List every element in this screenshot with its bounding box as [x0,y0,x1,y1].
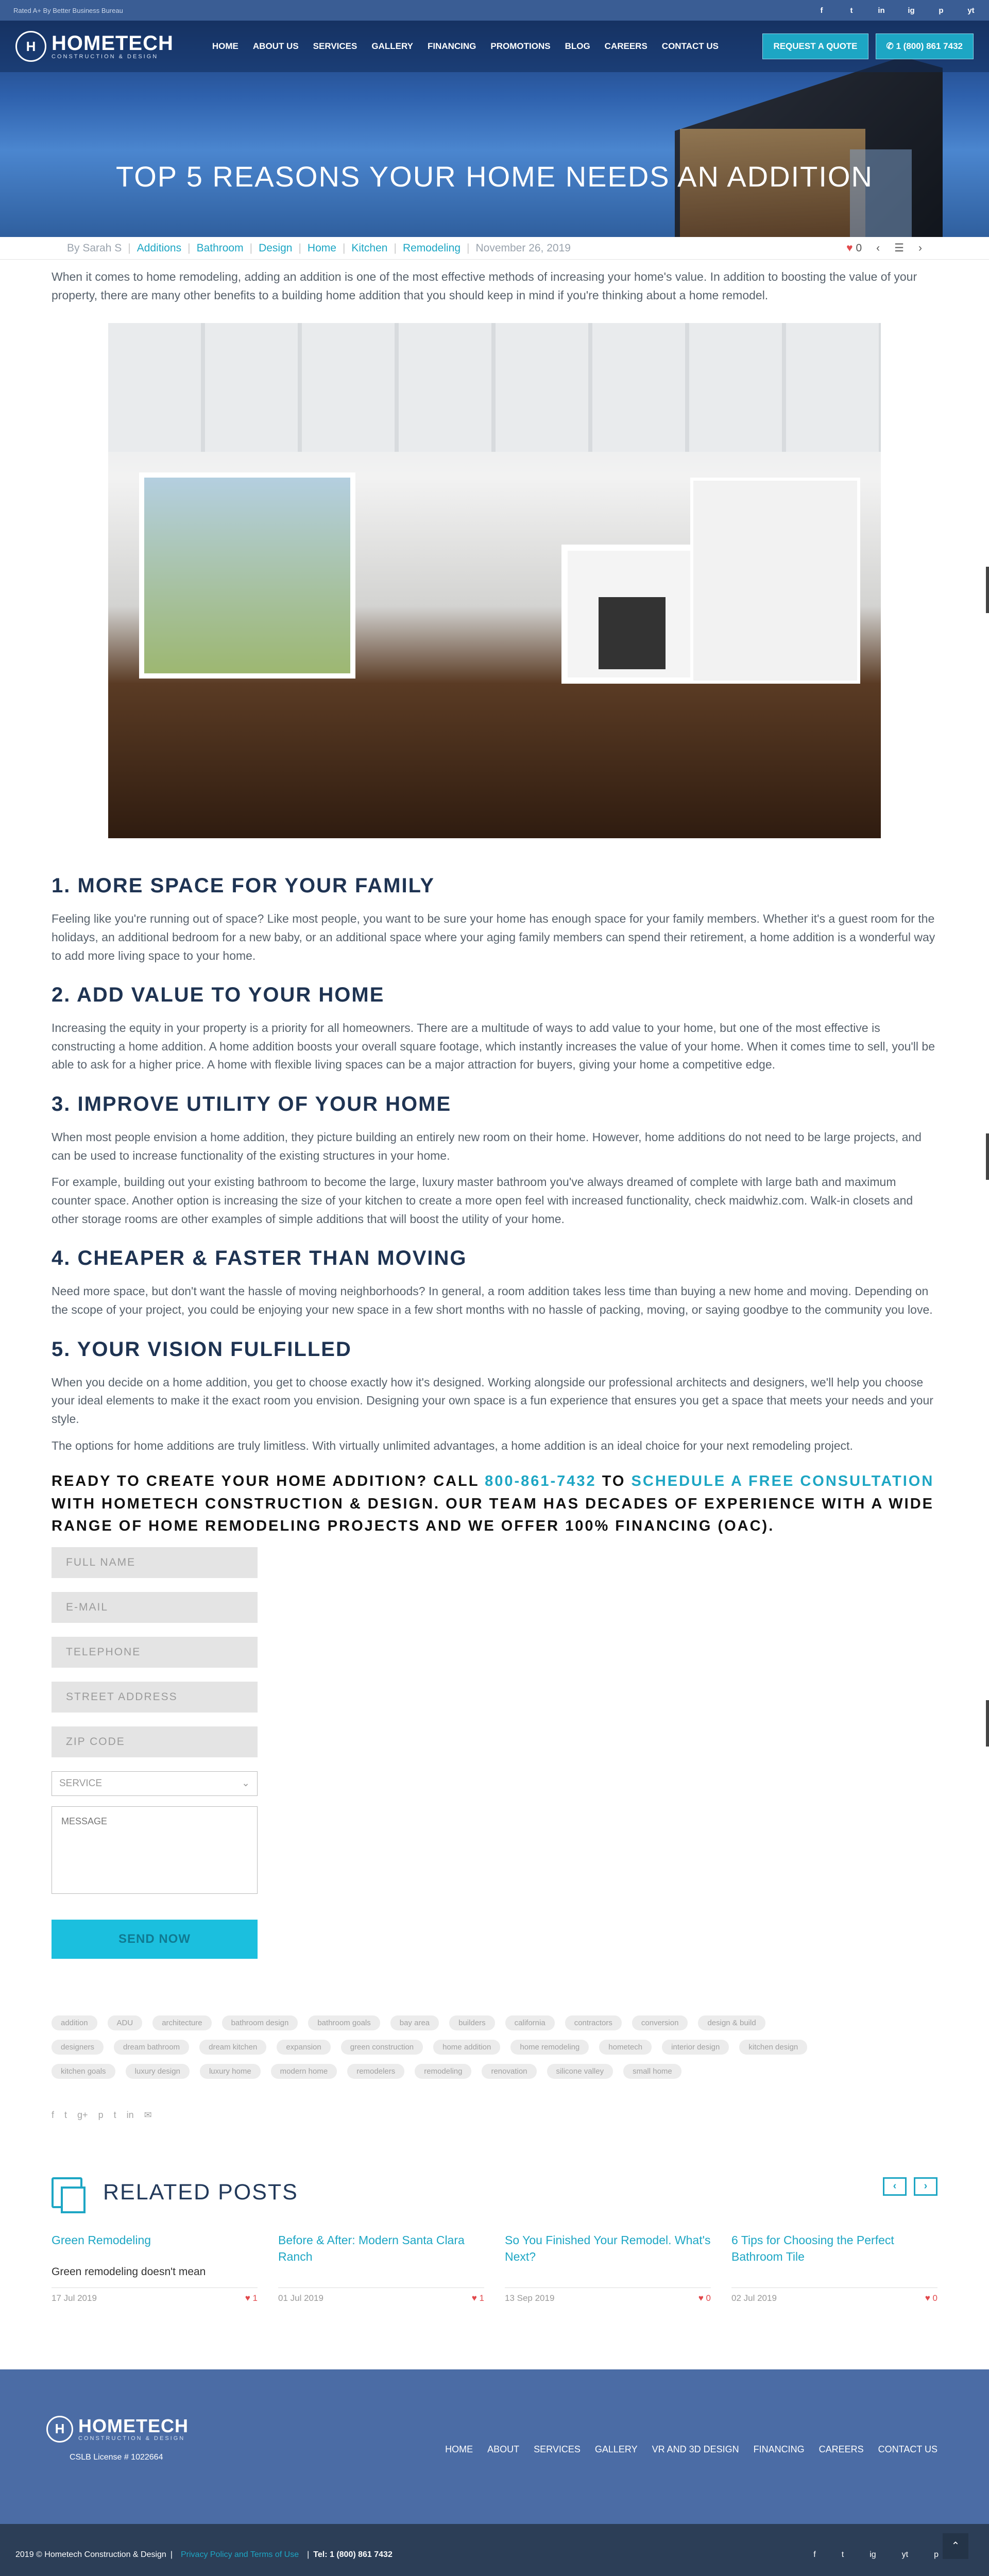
privacy-policy-link[interactable]: Privacy Policy and Terms of Use [180,2550,299,2559]
footer-phone[interactable]: Tel: 1 (800) 861 7432 [313,2550,393,2559]
tag-chip[interactable]: hometech [599,2040,652,2055]
tag-chip[interactable]: conversion [632,2015,688,2030]
related-next-button[interactable]: › [914,2177,937,2196]
footer-nav-financing[interactable]: FINANCING [753,2444,805,2454]
tag-chip[interactable]: green construction [341,2040,423,2055]
related-card-date: 13 Sep 2019 [505,2293,555,2303]
related-card[interactable] [505,2232,711,2303]
related-card[interactable] [278,2232,484,2303]
related-card-excerpt [278,2265,484,2285]
related-card-likes[interactable]: ♥ 0 [925,2293,937,2303]
tag-chip[interactable]: builders [449,2015,495,2030]
article-intro: When it comes to home remodeling, adding an addition is one of the most effective methods of increasing your home's value. In addition to boosting the value of your property, there are many other benefits to a building home addition that you should keep in mind if you're thinking about a home remodel. [52,270,917,302]
nav-services[interactable]: SERVICES [313,41,357,51]
footer-nav-vr[interactable]: VR AND 3D DESIGN [652,2444,739,2454]
nav-gallery[interactable]: GALLERY [371,41,413,51]
telephone-field[interactable]: TELEPHONE [52,1637,258,1668]
related-card-title[interactable]: 6 Tips for Choosing the Perfect Bathroom Tile [731,2233,894,2263]
footer-logo-emblem-icon: H [46,2416,73,2443]
footer-menu [445,2444,937,2455]
tag-chip[interactable]: modern home [271,2064,337,2079]
heart-icon: ♥ [846,242,853,254]
bbb-rating-text: Rated A+ By Better Business Bureau [13,6,123,14]
tag-chip[interactable]: home remodeling [510,2040,589,2055]
email-field[interactable]: E-MAIL [52,1592,258,1623]
post-tags [52,2015,824,2079]
cta-part-3: WITH HOMETECH CONSTRUCTION & DESIGN. OUR TEAM HAS DECADES OF EXPERIENCE WITH A WIDE RANGE OF HOME REMODELING PROJECTS AND WE OFFER 100% FINANCING (OAC). [52,1495,934,1535]
nav-careers[interactable]: CAREERS [604,41,647,51]
related-card-title[interactable]: So You Finished Your Remodel. What's Next? [505,2233,711,2263]
share-google-plus-icon[interactable]: g+ [77,2109,88,2120]
hero-banner [0,21,989,237]
post-date: November 26, 2019 [475,242,571,254]
article-image [108,323,881,838]
tag-chip[interactable]: dream kitchen [199,2040,266,2055]
heading-vision: 5. YOUR VISION FULFILLED [52,1337,352,1361]
cta-phone-link[interactable]: 800-861-7432 [485,1473,596,1490]
footer-instagram-icon[interactable]: ig [869,2550,876,2559]
prev-post-icon[interactable]: ‹ [876,242,880,254]
share-links [52,2110,937,2121]
logo-tagline: CONSTRUCTION & DESIGN [52,54,159,60]
category-design[interactable]: Design [259,242,293,254]
top-social-links [817,6,976,15]
share-tumblr-icon[interactable]: t [113,2109,116,2120]
list-icon[interactable]: ☰ [894,242,904,254]
share-pinterest-icon[interactable]: p [98,2109,104,2120]
tag-chip[interactable]: silicone valley [547,2064,613,2079]
tag-chip[interactable]: kitchen design [739,2040,807,2055]
copyright: 2019 © Hometech Construction & Design [15,2550,166,2559]
heading-cheaper-faster: 4. CHEAPER & FASTER THAN MOVING [52,1247,467,1270]
tag-chip[interactable]: ADU [108,2015,143,2030]
related-card-excerpt [731,2265,937,2285]
nav-home[interactable]: HOME [212,41,238,51]
footer-nav-contact[interactable]: CONTACT US [878,2444,937,2454]
tag-chip[interactable]: dream bathroom [114,2040,189,2055]
tag-chip[interactable]: small home [623,2064,681,2079]
message-textarea[interactable]: MESSAGE [52,1806,258,1894]
like-count: 0 [856,242,862,254]
cta-consultation-link[interactable]: SCHEDULE A FREE CONSULTATION [631,1473,934,1490]
tag-chip[interactable]: design & build [698,2015,765,2030]
share-facebook-icon[interactable]: f [52,2109,55,2120]
share-twitter-icon[interactable]: t [64,2109,67,2120]
paragraph-add-value: Increasing the equity in your property is a priority for all homeowners. There are a multitude of ways to add value to your home, but one of the most effective is constructing a home addition. A home addition boosts your overall square footage, which instantly increases the value of your home. When it comes time to sell, you'll be able to ask for a higher price. A home with flexible living spaces can be a major attraction for buyers, giving your home a competitive edge. [52,1021,935,1072]
main-navbar [0,21,989,72]
paragraph-improve-utility-1: When most people envision a home addition, they picture building an entirely new room on their home. However, home additions do not need to be large projects, and can be used to increase functionality of the existing structures in your home. [52,1130,922,1162]
nav-contact[interactable]: CONTACT US [661,41,719,51]
service-select-value: SERVICE [59,1777,103,1789]
tag-chip[interactable]: luxury home [200,2064,261,2079]
like-button[interactable] [846,242,862,255]
related-card-title[interactable]: Before & After: Modern Santa Clara Ranch [278,2233,465,2263]
nav-promotions[interactable]: PROMOTIONS [490,41,551,51]
cta-part-2: TO [596,1473,632,1490]
footer-nav-about[interactable]: ABOUT [487,2444,520,2454]
footer-youtube-icon[interactable]: yt [901,2550,909,2559]
image-ceiling [108,323,881,452]
paragraph-vision-1: When you decide on a home addition, you get to choose exactly how it's designed. Working alongside our professional architects and designers, we'll help you choose your ideal elements to make it the exact room you envision. Designing your own space is a fun experience that ensures you get a space that meets your needs and your style. [52,1375,933,1426]
request-quote-button[interactable]: REQUEST A QUOTE [762,33,868,59]
scroll-marker [986,1700,989,1747]
tag-chip[interactable]: bay area [390,2015,439,2030]
tag-chip[interactable]: expansion [277,2040,330,2055]
related-card-date: 17 Jul 2019 [52,2293,97,2303]
footer-logo-tagline: CONSTRUCTION & DESIGN [78,2435,185,2442]
related-posts-icon [52,2177,82,2208]
category-kitchen[interactable]: Kitchen [351,242,388,254]
logo-emblem-icon: H [15,31,46,62]
related-posts [52,2177,937,2303]
footer-nav-careers[interactable]: CAREERS [819,2444,864,2454]
tag-chip[interactable]: architecture [152,2015,211,2030]
youtube-icon[interactable]: yt [967,6,975,15]
related-card[interactable] [52,2232,258,2303]
tag-chip[interactable]: luxury design [126,2064,190,2079]
tag-chip[interactable]: renovation [482,2064,536,2079]
paragraph-vision-2: The options for home additions are truly limitless. With virtually unlimited advantages, a home addition is an ideal choice for your next remodeling project. [52,1438,853,1452]
post-author: By Sarah S [67,242,122,254]
related-card[interactable] [731,2232,937,2303]
site-logo[interactable] [15,31,174,62]
full-name-field[interactable]: FULL NAME [52,1547,258,1578]
category-remodeling[interactable]: Remodeling [402,242,461,254]
footer-pinterest-icon[interactable]: p [934,2550,939,2559]
cta-text [52,1470,937,1538]
related-card-likes[interactable]: ♥ 1 [471,2293,484,2303]
tag-chip[interactable]: bathroom goals [308,2015,380,2030]
related-card-likes[interactable]: ♥ 1 [245,2293,258,2303]
tag-chip[interactable]: interior design [662,2040,729,2055]
category-additions[interactable]: Additions [137,242,182,254]
paragraph-more-space: Feeling like you're running out of space? Like most people, you want to be sure your home has enough space for your family members. Whether it's a guest room for the holidays, an additional bedroom for a new baby, or an additional space where your aging family members can spend their retirement, a home addition is a wonderful way to add more living space to your home. [52,912,935,962]
instagram-icon[interactable]: ig [908,6,915,15]
page-title: TOP 5 REASONS YOUR HOME NEEDS AN ADDITION [116,160,873,193]
related-card-date: 01 Jul 2019 [278,2293,323,2303]
image-fireplace [561,545,701,684]
chevron-down-icon: ⌄ [242,1778,250,1789]
tag-chip[interactable]: contractors [565,2015,622,2030]
footer-nav-gallery[interactable]: GALLERY [594,2444,638,2454]
back-to-top-button[interactable]: ⌃ [943,2533,968,2559]
related-card-date: 02 Jul 2019 [731,2293,777,2303]
paragraph-improve-utility-2: For example, building out your existing bathroom to become the large, luxury master bathroom you've always dreamed of complete with large bath and maximum counter space. Another option is increasing the size of your kitchen to create a more open feel with increased functionality, check maidwhiz.com. Walk-in closets and other storage rooms are other examples of simple additions that will boost the utility of your home. [52,1175,913,1226]
article-content [0,268,989,2303]
share-linkedin-icon[interactable]: in [126,2109,134,2120]
next-post-icon[interactable]: › [918,242,922,254]
nav-blog[interactable]: BLOG [565,41,590,51]
street-address-field[interactable]: STREET ADDRESS [52,1682,258,1713]
heading-more-space: 1. MORE SPACE FOR YOUR FAMILY [52,874,435,897]
image-shelves [690,478,860,684]
nav-financing[interactable]: FINANCING [427,41,476,51]
cta-part-1: READY TO CREATE YOUR HOME ADDITION? CALL [52,1473,485,1490]
send-now-button[interactable]: SEND NOW [52,1920,258,1959]
tag-chip[interactable]: california [505,2015,555,2030]
related-card-title[interactable]: Green Remodeling [52,2233,151,2247]
related-card-likes[interactable]: ♥ 0 [698,2293,711,2303]
tag-chip[interactable]: addition [52,2015,97,2030]
scroll-marker [986,567,989,613]
footer-nav-home[interactable]: HOME [445,2444,473,2454]
paragraph-cheaper-faster: Need more space, but don't want the hassle of moving neighborhoods? In general, a room addition takes less time than buying a new home and moving. Depending on the scope of your project, you could be enjoying your new space in a few short months with no hassle of packing, moving, or saying goodbye to the community you love. [52,1284,933,1316]
twitter-icon[interactable]: t [850,6,853,15]
related-card-excerpt [505,2265,711,2285]
top-bar [0,0,989,21]
linkedin-icon[interactable]: in [878,6,885,15]
contact-form [52,1547,258,1959]
tag-chip[interactable]: remodelers [347,2064,404,2079]
tag-chip[interactable]: kitchen goals [52,2064,115,2079]
footer-twitter-icon[interactable]: t [841,2550,844,2559]
tag-chip[interactable]: remodeling [415,2064,471,2079]
footer-main [0,2369,989,2524]
tag-chip[interactable]: designers [52,2040,104,2055]
facebook-icon[interactable]: f [820,6,823,15]
heading-improve-utility: 3. IMPROVE UTILITY OF YOUR HOME [52,1093,452,1116]
post-meta-bar: By Sarah S | Additions | Bathroom | Design | Home | Kitchen | Remodeling | November 26, 2019 ♥ 0 ‹ ☰ › [0,237,989,260]
share-email-icon[interactable]: ✉ [144,2109,152,2120]
logo-name: HOMETECH [52,32,174,55]
main-menu [212,41,719,52]
category-home[interactable]: Home [307,242,336,254]
category-bathroom[interactable]: Bathroom [196,242,244,254]
footer-logo[interactable] [46,2416,943,2443]
nav-about[interactable]: ABOUT US [252,41,299,51]
zip-code-field[interactable]: ZIP CODE [52,1726,258,1757]
related-posts-title: RELATED POSTS [103,2180,298,2205]
service-select[interactable] [52,1771,258,1796]
related-card-excerpt: Green remodeling doesn't mean [52,2265,206,2278]
related-prev-button[interactable]: ‹ [883,2177,907,2196]
scroll-marker [986,1133,989,1180]
license-number: CSLB License # 1022664 [70,2452,163,2462]
image-window [139,472,355,679]
pinterest-icon[interactable]: p [939,6,944,15]
phone-number: 1 (800) 861 7432 [896,41,963,51]
footer-nav-services[interactable]: SERVICES [534,2444,581,2454]
tag-chip[interactable]: bathroom design [222,2015,298,2030]
tag-chip[interactable]: home addition [433,2040,500,2055]
footer-bottom-bar: ⌃ 2019 © Hometech Construction & Design | Privacy Policy and Terms of Use | Tel: 1 (800) 861 7432 f t ig yt p [0,2524,989,2576]
footer-logo-name: HOMETECH [78,2415,189,2436]
heading-add-value: 2. ADD VALUE TO YOUR HOME [52,984,385,1007]
footer-facebook-icon[interactable]: f [813,2550,816,2559]
phone-button[interactable]: ✆ 1 (800) 861 7432 [876,33,974,59]
